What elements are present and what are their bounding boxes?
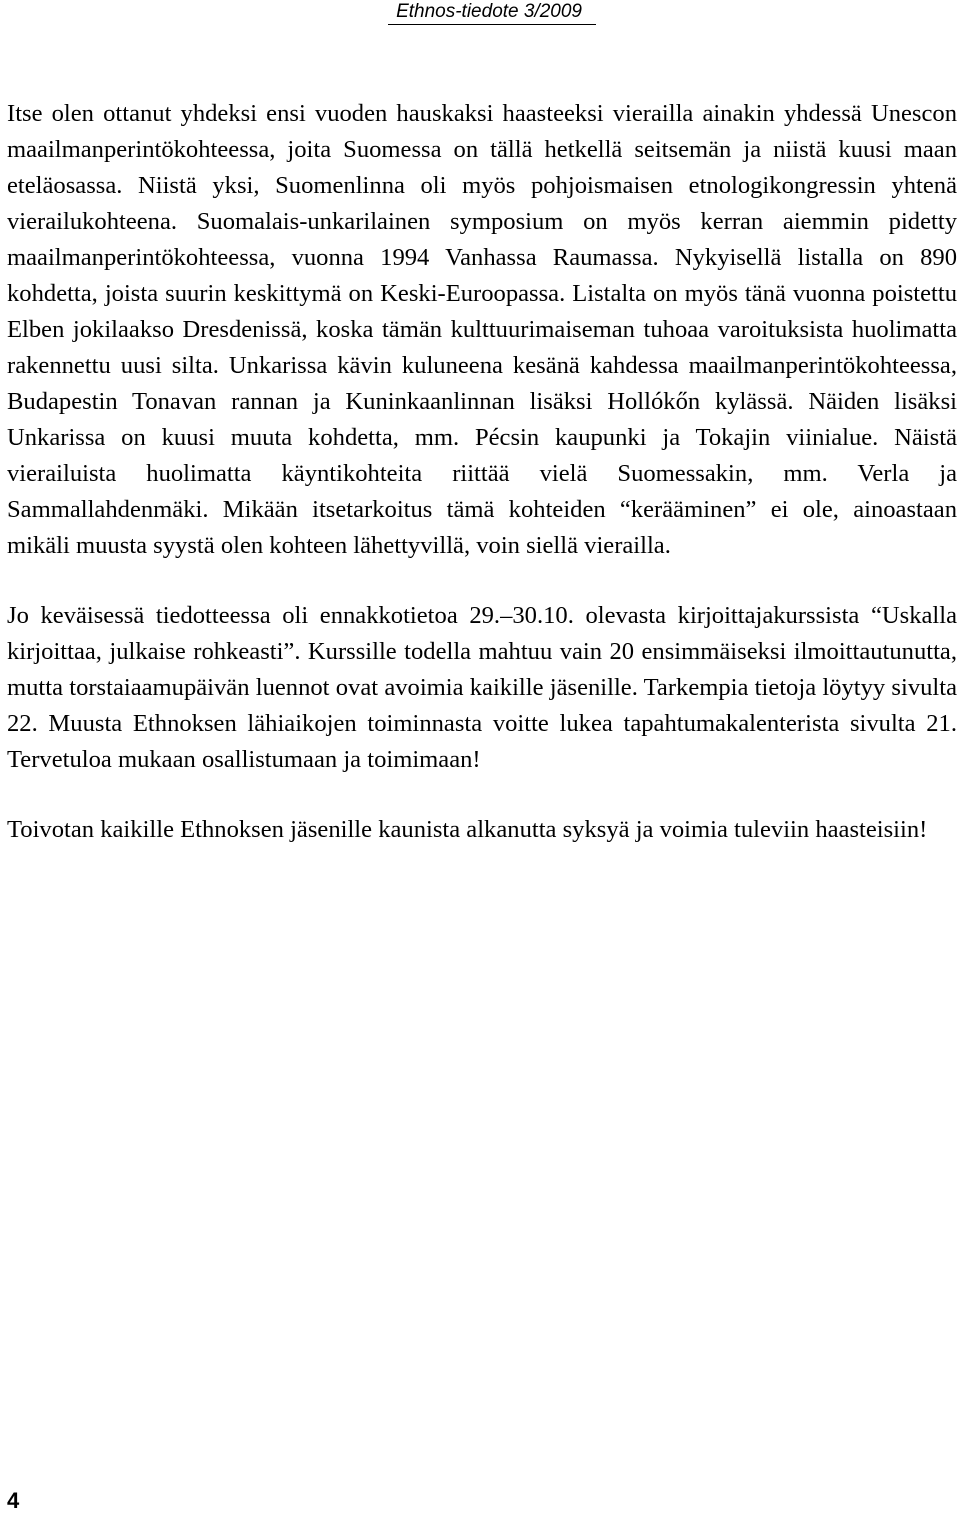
paragraph-closing-greeting: Toivotan kaikille Ethnoksen jäsenille kaunista alkanutta syksyä ja voimia tuleviin haasteisiin! — [7, 816, 928, 843]
running-header: Ethnos-tiedote 3/2009 — [388, 0, 596, 25]
paragraph-unesco-sites: Itse olen ottanut yhdeksi ensi vuoden hauskaksi haasteeksi vierailla ainakin yhdessä Unescon maailmanperintökohteessa, joita Suomessa on tällä hetkellä seitsemän ja niistä kuusi maan eteläosassa. Niistä yksi, Suomenlinna oli myös pohjoismaisen etnologikongressin yhtenä vierailukohteena. Suomalais-unkarilainen symposium on myös kerran aiemmin pidetty maailmanperintökohteessa, vuonna 1994 Vanhassa Raumassa. Nykyisellä listalla on 890 kohdetta, joista suurin keskittymä on Keski-Euroopassa. Listalta on myös tänä vuonna poistettu Elben jokilaakso Dresdenissä, koska tämän kulttuurimaiseman tuhoaa varoituksista huolimatta rakennettu uusi silta. Unkarissa kävin kuluneena kesänä kahdessa maailmanperintökohteessa, Budapestin Tonavan rannan ja Kuninkaanlinnan lisäksi Hollókőn kylässä. Näiden lisäksi Unkarissa on kuusi muuta kohdetta, mm. Pécsin kaupunki ja Tokajin viinialue. Näistä vierailuista huolimatta käyntikohteita riittää vielä Suomessakin, mm. Verla ja Sammallahdenmäki. Mikään itsetarkoitus tämä kohteiden “kerääminen” ei ole, ainoastaan mikäli muusta syystä olen kohteen lähettyvillä, voin siellä vierailla. — [7, 100, 957, 559]
page-number: 4 — [7, 1488, 20, 1513]
article-body — [7, 96, 957, 848]
paragraph-writing-course: Jo keväisessä tiedotteessa oli ennakkotietoa 29.–30.10. olevasta kirjoittajakurssista “Uskalla kirjoittaa, julkaise rohkeasti”. Kurssille todella mahtuu vain 20 ensimmäiseksi ilmoittautunutta, mutta torstaiaamupäivän luennot ovat avoimia kaikille jäsenille. Tarkempia tietoja löytyy sivulta 22. Muusta Ethnoksen lähiaikojen toiminnasta voitte lukea tapahtumakalenterista sivulta 21. Tervetuloa mukaan osallistumaan ja toimimaan! — [7, 602, 957, 773]
